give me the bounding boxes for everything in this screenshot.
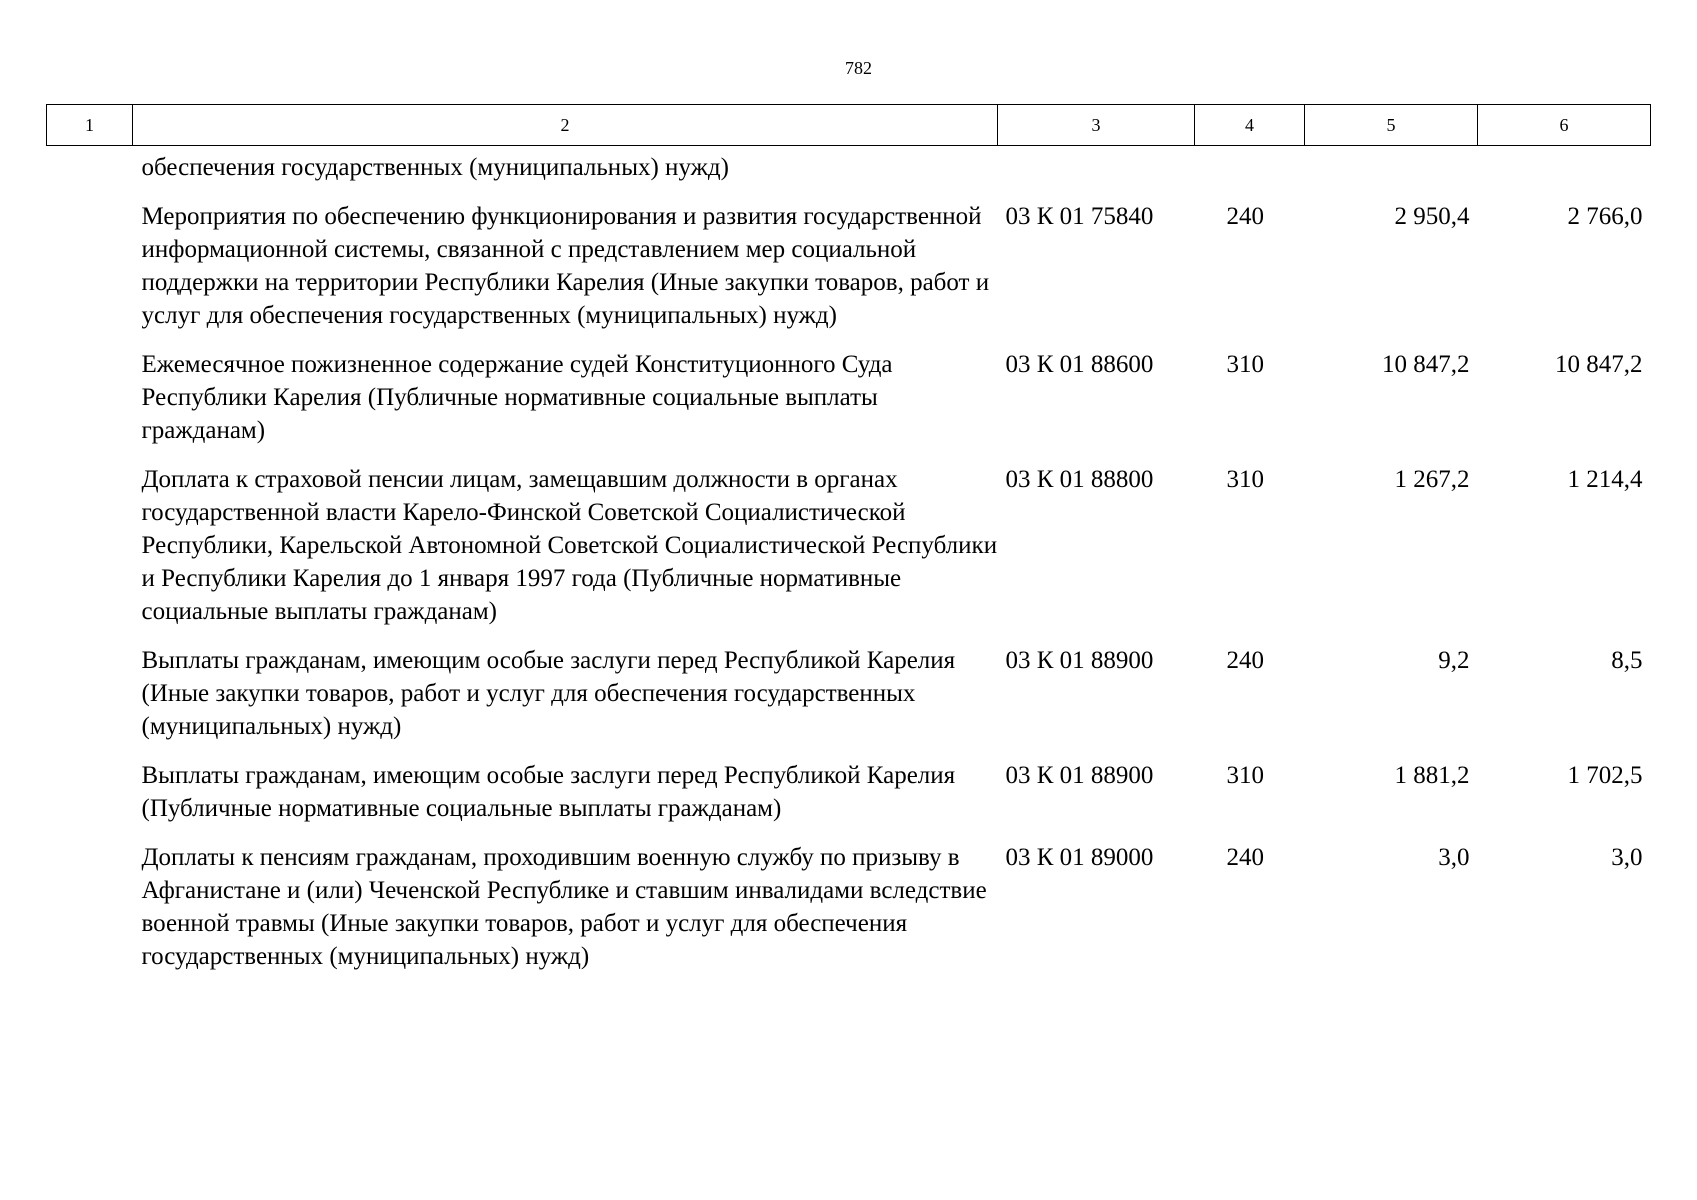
row-amount-5: 3,0 — [1438, 844, 1470, 871]
row-amount-5: 2 950,4 — [1394, 203, 1470, 230]
header-cell-6: 6 — [1478, 105, 1651, 146]
row-expense-type: 240 — [1226, 203, 1264, 230]
page-number: 782 — [845, 58, 872, 78]
row-amount-5: 1 881,2 — [1394, 762, 1470, 789]
table-row — [47, 460, 1651, 641]
row-code: 03 К 01 88900 — [1005, 647, 1154, 674]
row-amount-6: 10 847,2 — [1555, 351, 1643, 378]
row-description: Доплаты к пенсиям гражданам, проходившим военную службу по призыву в Афганистане и (или) Чеченской Республике и ставшим инвалидами вследствие военной травмы (Иные закупки товаров, работ и услуг для обеспечения государственных (муниципальных) нужд) — [141, 844, 987, 970]
row-expense-type: 310 — [1226, 466, 1264, 493]
row-expense-type: 310 — [1226, 762, 1264, 789]
row-description: Мероприятия по обеспечению функционирования и развития государственной информационной системы, связанной с представлением мер социальной поддержки на территории Республики Карелия (Иные закупки товаров, работ и услуг для обеспечения государственных (муниципальных) нужд) — [141, 203, 990, 329]
row-expense-type: 240 — [1226, 647, 1264, 674]
header-row — [47, 105, 1651, 146]
budget-table — [46, 104, 1651, 986]
table-row — [47, 838, 1651, 986]
row-expense-type: 310 — [1226, 351, 1264, 378]
row-code: 03 К 01 88800 — [1005, 466, 1154, 493]
row-amount-5: 1 267,2 — [1394, 466, 1470, 493]
table-row — [47, 345, 1651, 460]
header-cell-1: 1 — [47, 105, 133, 146]
row-description: Выплаты гражданам, имеющим особые заслуги перед Республикой Карелия (Иные закупки товаров, работ и услуг для обеспечения государственных (муниципальных) нужд) — [141, 647, 956, 740]
table-row — [47, 197, 1651, 345]
row-code: 03 К 01 75840 — [1005, 203, 1154, 230]
row-amount-6: 8,5 — [1611, 647, 1643, 674]
row-amount-6: 2 766,0 — [1567, 203, 1643, 230]
row-code: 03 К 01 88600 — [1005, 351, 1154, 378]
row-code: 03 К 01 89000 — [1005, 844, 1154, 871]
row-description: Доплата к страховой пенсии лицам, замещавшим должности в органах государственной власти Карело-Финской Советской Социалистической Республики, Карельской Автономной Советской Социалистической Республики и Республики Карелия до 1 января 1997 года (Публичные нормативные социальные выплаты гражданам) — [141, 466, 998, 625]
row-amount-6: 3,0 — [1611, 844, 1643, 871]
row-description: Ежемесячное пожизненное содержание судей Конституционного Суда Республики Карелия (Публичные нормативные социальные выплаты гражданам) — [141, 351, 893, 444]
row-amount-5: 10 847,2 — [1382, 351, 1470, 378]
table-row-continuation — [47, 146, 1651, 198]
row-code: 03 К 01 88900 — [1005, 762, 1154, 789]
header-cell-3: 3 — [998, 105, 1195, 146]
header-cell-4: 4 — [1195, 105, 1305, 146]
header-cell-5: 5 — [1305, 105, 1478, 146]
table-row — [47, 756, 1651, 838]
row-expense-type: 240 — [1226, 844, 1264, 871]
row-amount-6: 1 702,5 — [1567, 762, 1643, 789]
table-row — [47, 641, 1651, 756]
row-amount-5: 9,2 — [1438, 647, 1470, 674]
header-cell-2: 2 — [133, 105, 998, 146]
row-amount-6: 1 214,4 — [1567, 466, 1643, 493]
continuation-text: обеспечения государственных (муниципальных) нужд) — [141, 154, 729, 181]
row-description: Выплаты гражданам, имеющим особые заслуги перед Республикой Карелия (Публичные нормативные социальные выплаты гражданам) — [141, 762, 956, 822]
